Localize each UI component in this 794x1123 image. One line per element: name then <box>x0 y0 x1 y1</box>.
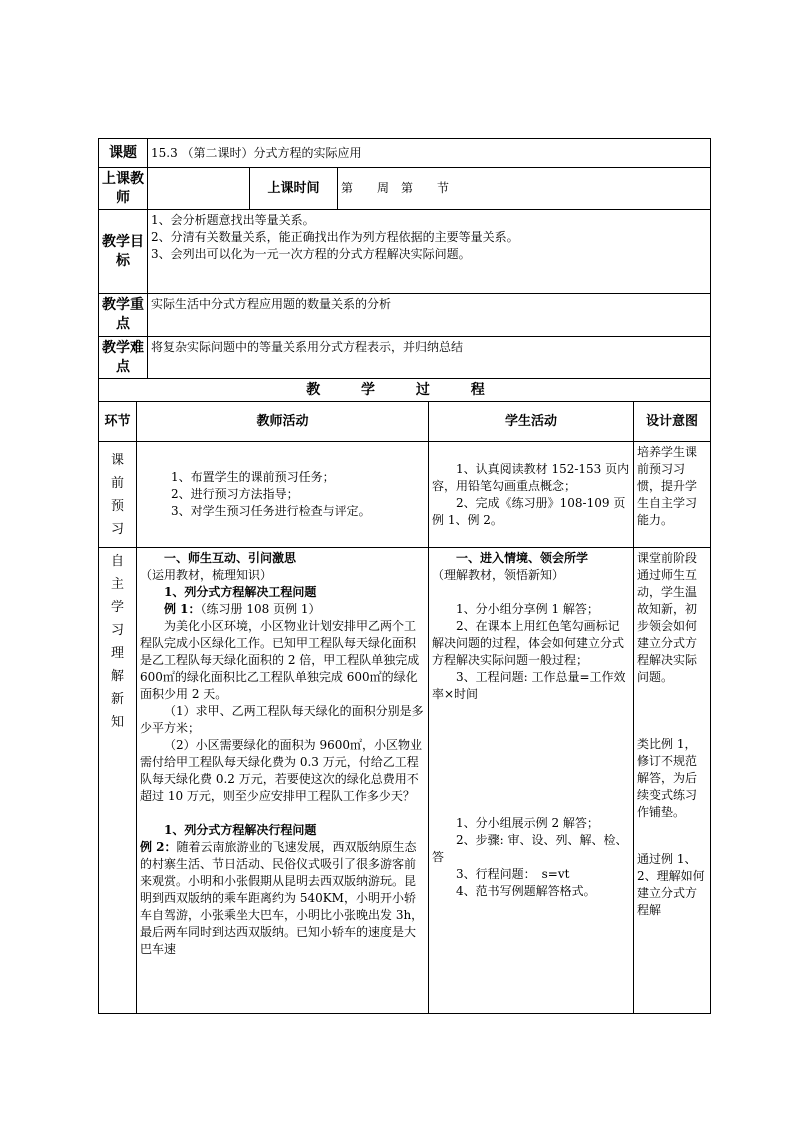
topic-label: 课题 <box>99 139 148 168</box>
example-text: 为美化小区环境，小区物业计划安排甲乙两个工程队完成小区绿化工作。已知甲工程队每天绿化面积是乙工程队每天绿化面积的 2 倍，甲工程队单独完成 600㎡的绿化面积比乙工程队单独完成 600㎡的绿化面积少用 2 天。 <box>140 619 420 701</box>
goal-item: 2、分清有关数量关系，能正确找出作为列方程依据的主要等量关系。 <box>151 230 519 244</box>
list-item: 1、认真阅读教材 152-153 页内容，用铅笔勾画重点概念； <box>432 461 630 493</box>
preview-stage: 课前预习 <box>99 442 137 548</box>
list-item: 2、进行预习方法指导； <box>171 487 299 501</box>
table-row <box>99 548 711 1014</box>
subsection-title: 1、列分式方程解决行程问题 <box>164 823 317 837</box>
goal-item: 3、会列出可以化为一元一次方程的分式方程解决实际问题。 <box>151 247 471 261</box>
list-item: 1、布置学生的课前预习任务； <box>171 470 335 484</box>
example-text: 随着云南旅游业的飞速发展，西双版纳原生态的村寨生活、节日活动、民俗仪式吸引了很多游客前来观赏。小明和小张假期从昆明去西双版纳游玩。昆明到西双版纳的乘车距离约为 540KM，小明开小轿车自驾游，小张乘坐大巴车，小明比小张晚出发 3h，最后两车同时到达西双版纳。已知小轿车的速度是大巴车速 <box>140 840 424 956</box>
topic-value: 15.3 （第二课时）分式方程的实际应用 <box>148 139 711 168</box>
list-item: 2、在课本上用红色笔勾画标记解决问题的过程，体会如何建立分式方程解决实际问题一般过程； <box>432 619 625 667</box>
list-item: 1、分小组展示例 2 解答； <box>456 816 599 830</box>
table-row <box>99 442 711 548</box>
time-label: 上课时间 <box>250 168 338 210</box>
time-value: 第 周 第 节 <box>338 168 711 210</box>
design-note: 课堂前阶段通过师生互动，学生温故知新，初步领会如何建立分式方程解决实际问题。 <box>637 551 698 684</box>
list-item: 2、步骤: 审、设、列、解、检、答 <box>432 833 628 864</box>
section-note: （理解教材，领悟新知） <box>432 568 565 582</box>
lesson-info-table <box>98 138 711 379</box>
lesson-plan <box>98 138 710 1014</box>
section-title: 一、师生互动、引问激思 <box>164 551 297 565</box>
selfstudy-student-cell <box>429 548 634 1014</box>
list-item: 2、完成《练习册》108-109 页例 1、例 2。 <box>432 495 626 527</box>
selfstudy-stage: 自主学习 理解新知 <box>99 548 137 1014</box>
list-item: 3、对学生预习任务进行检查与评定。 <box>171 504 371 518</box>
difficulty-label: 教学难点 <box>99 337 148 379</box>
difficulty-value: 将复杂实际问题中的等量关系用分式方程表示，并归纳总结 <box>148 337 711 379</box>
goals-cell <box>148 210 711 294</box>
design-note: 类比例 1，修订不规范解答，为后续变式练习作铺垫。 <box>637 737 698 819</box>
preview-student-cell <box>429 442 634 548</box>
section-note: （运用教材，梳理知识） <box>140 568 273 582</box>
process-title: 教 学 过 程 <box>99 379 711 402</box>
teacher-value <box>148 168 250 210</box>
example-label: 例 1： <box>164 602 201 616</box>
example-ref: （练习册 108 页例 1） <box>200 602 321 616</box>
design-note: 通过例 1、2、理解如何建立分式方程解 <box>637 852 705 917</box>
goal-item: 1、会分析题意找出等量关系。 <box>151 213 315 227</box>
goals-label: 教学目标 <box>99 210 148 294</box>
teacher-label: 上课教师 <box>99 168 148 210</box>
process-table <box>98 378 711 1014</box>
preview-teacher-cell <box>137 442 429 548</box>
list-item: 3、工程问题: 工作总量=工作效率×时间 <box>432 670 626 701</box>
selfstudy-teacher-cell <box>137 548 429 1014</box>
section-title: 一、进入情境、领会所学 <box>456 551 589 565</box>
col-teacher-header: 教师活动 <box>137 402 429 442</box>
example-label: 例 2： <box>140 840 177 854</box>
selfstudy-design-cell <box>634 548 711 1014</box>
example-question: （1）求甲、乙两工程队每天绿化的面积分别是多少平方米； <box>140 704 424 735</box>
preview-design: 培养学生课前预习习惯，提升学生自主学习能力。 <box>634 442 711 548</box>
list-item: 1、分小组分享例 1 解答； <box>456 602 599 616</box>
subsection-title: 1、列分式方程解决工程问题 <box>164 585 317 599</box>
list-item: 3、行程问题： s=vt <box>456 867 570 881</box>
col-stage-header: 环节 <box>99 402 137 442</box>
key-value: 实际生活中分式方程应用题的数量关系的分析 <box>148 294 711 337</box>
col-design-header: 设计意图 <box>634 402 711 442</box>
key-label: 教学重点 <box>99 294 148 337</box>
list-item: 4、范书写例题解答格式。 <box>456 884 596 898</box>
col-student-header: 学生活动 <box>429 402 634 442</box>
example-question: （2）小区需要绿化的面积为 9600㎡，小区物业需付给甲工程队每天绿化费为 0.3 万元，付给乙工程队每天绿化费 0.2 万元，若要使这次的绿化总费用不超过 10 万元，则至少应安排甲工程队工作多少天？ <box>140 738 422 803</box>
